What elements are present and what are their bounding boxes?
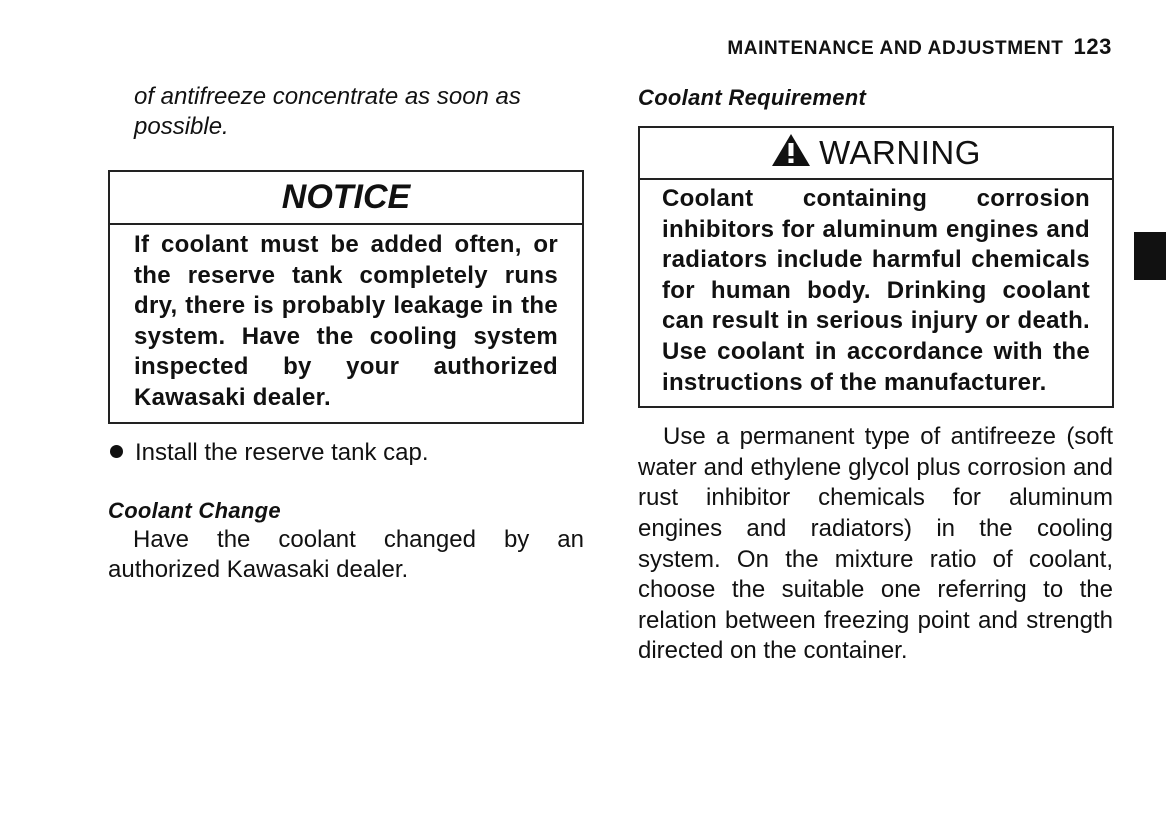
section-title: MAINTENANCE AND ADJUSTMENT	[727, 38, 1064, 59]
notice-body: If coolant must be added often, or the reserve tank completely runs dry, there is probably leakage in the system. Have the cooling system inspected by your authorized Kawasaki dealer.	[134, 231, 558, 411]
notice-title: NOTICE	[110, 172, 582, 225]
intro-text: of antifreeze concentrate as soon as possible.	[134, 83, 521, 140]
warning-triangle-icon	[771, 133, 811, 167]
coolant-change-heading: Coolant Change	[108, 497, 281, 523]
coolant-requirement-heading: Coolant Requirement	[638, 85, 867, 110]
antifreeze-paragraph: Use a permanent type of antifreeze (soft water and ethylene glycol plus corrosion and rust inhibitor chemicals for aluminum engines and radiators) in the cooling system. On the mixture ratio of coolant, choose the suitable one referring to the relation between freezing point and strength directed on the container.	[638, 423, 1113, 665]
section-tab-marker	[1134, 232, 1166, 280]
warning-title	[640, 128, 1112, 180]
coolant-change-text: Have the coolant changed by an authorized Kawasaki dealer.	[108, 525, 584, 584]
right-column	[638, 84, 1113, 667]
warning-box	[638, 126, 1114, 408]
notice-box	[108, 170, 584, 424]
bullet-text: Install the reserve tank cap.	[135, 438, 429, 466]
warning-title-text: WARNING	[819, 134, 981, 171]
page-header	[727, 34, 1112, 60]
list-item	[108, 438, 584, 468]
warning-body: Coolant containing corrosion inhibitors for aluminum engines and radiators include harmful chemicals for human body. Drinking coolant can result in serious injury or death. Use coolant in accordance with the instructions of the manufacturer.	[662, 185, 1090, 396]
bullet-icon	[110, 445, 123, 458]
left-column	[108, 82, 584, 586]
page-number: 123	[1073, 34, 1112, 59]
